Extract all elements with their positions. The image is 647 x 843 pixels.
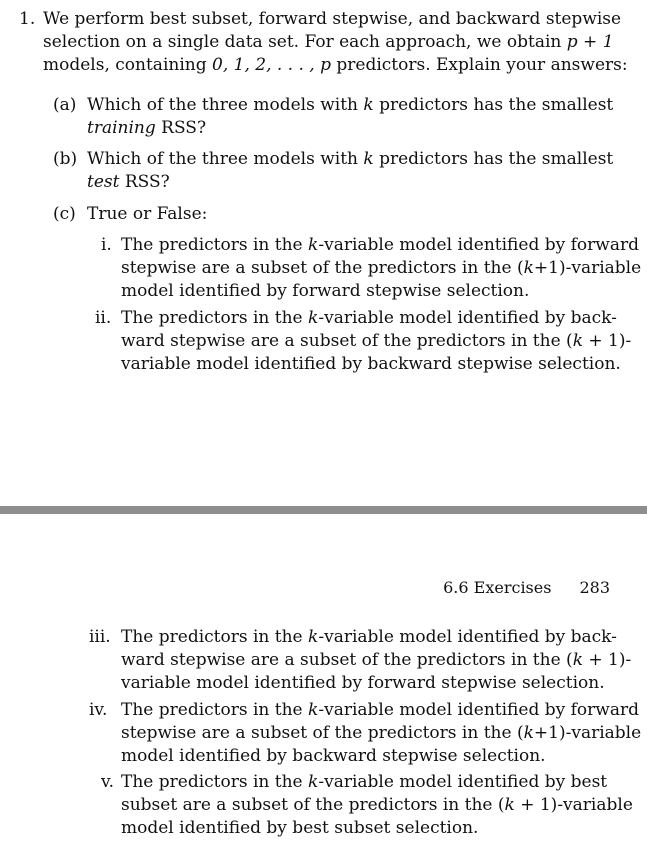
- problem-line-1: [43, 8, 621, 31]
- math-variable: k: [523, 723, 534, 743]
- math-variable: k: [572, 650, 583, 670]
- item-v-line-2: [121, 794, 633, 817]
- problem-line-2: [43, 31, 614, 54]
- item-text: ward stepwise are a subset of the predictors in the (: [121, 650, 573, 670]
- item-ii-line-3: variable model identified by backward stepwise selection.: [121, 354, 621, 374]
- part-a-line-1: [87, 94, 613, 117]
- item-text: + 1)-: [583, 650, 632, 670]
- item-iv-line-1: [121, 699, 639, 722]
- part-a-label: (a): [53, 95, 77, 115]
- item-iii-line-1: [121, 626, 617, 649]
- math-variable: k: [308, 772, 319, 792]
- math-variable: k: [363, 95, 374, 115]
- item-text: subset are a subset of the predictors in the (: [121, 795, 505, 815]
- item-ii-label: ii.: [95, 308, 112, 328]
- math-variable: k: [572, 331, 583, 351]
- item-text: The predictors in the: [121, 627, 309, 647]
- part-a-text: RSS?: [155, 118, 207, 138]
- item-text: The predictors in the: [121, 308, 309, 328]
- part-a-line-2: [87, 117, 206, 140]
- problem-text: models, containing: [43, 55, 212, 75]
- item-text: -variable model identified by forward: [318, 700, 639, 720]
- item-text: -variable model identified by best: [318, 772, 608, 792]
- part-b-line-2: [87, 171, 170, 194]
- item-text: stepwise are a subset of the predictors in the (: [121, 723, 524, 743]
- item-text: ward stepwise are a subset of the predictors in the (: [121, 331, 573, 351]
- item-text: The predictors in the: [121, 700, 309, 720]
- part-c-text: True or False:: [87, 204, 208, 224]
- part-b-text: Which of the three models with: [87, 149, 364, 169]
- item-iii-line-2: [121, 649, 631, 672]
- part-c-label: (c): [53, 204, 76, 224]
- page-divider: [0, 506, 647, 514]
- math-variable: k: [504, 795, 515, 815]
- item-text: +1)-variable: [533, 723, 642, 743]
- item-i-label: i.: [101, 235, 112, 255]
- math-expression: 0, 1, 2, . . . , p: [212, 55, 331, 75]
- emphasis-text: training: [87, 118, 156, 138]
- part-b-text: RSS?: [119, 172, 170, 192]
- problem-number: 1.: [19, 9, 36, 29]
- math-variable: k: [308, 235, 319, 255]
- running-header: [443, 578, 610, 597]
- part-b-text: predictors has the smallest: [373, 149, 614, 169]
- math-variable: k: [308, 308, 319, 328]
- emphasis-text: test: [87, 172, 120, 192]
- item-text: +1)-variable: [533, 258, 642, 278]
- math-expression: p + 1: [566, 32, 614, 52]
- item-v-label: v.: [101, 772, 114, 792]
- math-variable: k: [523, 258, 534, 278]
- item-iv-line-3: model identified by backward stepwise selection.: [121, 746, 546, 766]
- item-text: The predictors in the: [121, 772, 309, 792]
- part-b-label: (b): [53, 149, 78, 169]
- item-iv-label: iv.: [89, 700, 108, 720]
- item-iv-line-2: [121, 722, 641, 745]
- problem-text: predictors. Explain your answers:: [330, 55, 628, 75]
- item-ii-line-2: [121, 330, 631, 353]
- item-text: + 1)-: [583, 331, 632, 351]
- item-text: stepwise are a subset of the predictors in the (: [121, 258, 524, 278]
- problem-text: selection on a single data set. For each approach, we obtain: [43, 32, 567, 52]
- problem-line-3: [43, 54, 628, 77]
- item-i-line-1: [121, 234, 639, 257]
- item-v-line-3: model identified by best subset selection.: [121, 818, 479, 838]
- section-title: 6.6 Exercises: [443, 578, 552, 597]
- part-a-text: Which of the three models with: [87, 95, 364, 115]
- math-variable: k: [363, 149, 374, 169]
- page-number: 283: [579, 578, 610, 597]
- item-text: -variable model identified by back-: [318, 308, 617, 328]
- item-v-line-1: [121, 771, 607, 794]
- part-a-text: predictors has the smallest: [373, 95, 614, 115]
- item-iii-line-3: variable model identified by forward stepwise selection.: [121, 673, 605, 693]
- item-i-line-3: model identified by forward stepwise selection.: [121, 281, 530, 301]
- item-ii-line-1: [121, 307, 617, 330]
- item-text: -variable model identified by forward: [318, 235, 639, 255]
- item-text: The predictors in the: [121, 235, 309, 255]
- item-i-line-2: [121, 257, 641, 280]
- part-b-line-1: [87, 148, 613, 171]
- item-text: -variable model identified by back-: [318, 627, 617, 647]
- item-iii-label: iii.: [89, 627, 111, 647]
- item-text: + 1)-variable: [514, 795, 633, 815]
- math-variable: k: [308, 627, 319, 647]
- problem-text: We perform best subset, forward stepwise, and backward stepwise: [43, 9, 622, 29]
- math-variable: k: [308, 700, 319, 720]
